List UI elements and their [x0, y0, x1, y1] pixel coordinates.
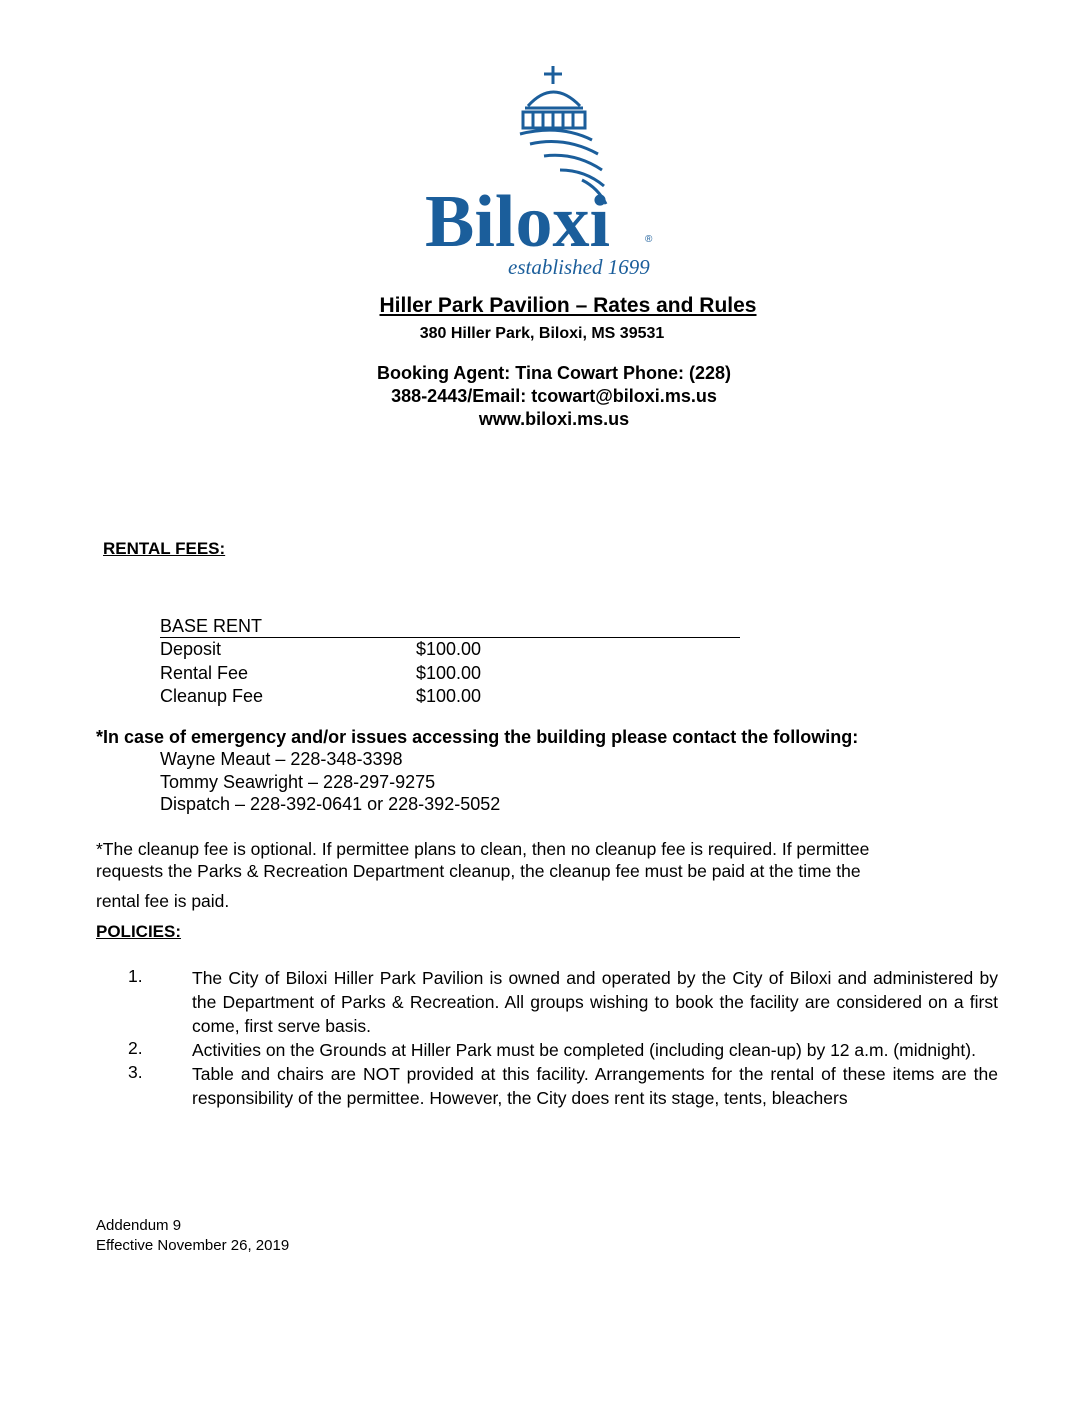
addendum-label: Addendum 9: [96, 1217, 182, 1234]
list-item: [128, 1062, 998, 1110]
logo-wordmark: Biloxi: [425, 181, 611, 263]
policies-heading: POLICIES:: [96, 922, 182, 941]
booking-agent-block: [0, 362, 1088, 431]
table-row: [160, 685, 740, 709]
fee-label: Rental Fee: [160, 662, 249, 683]
list-item: [128, 966, 998, 1038]
table-row: [160, 662, 740, 686]
contact-item: Wayne Meaut – 228-348-3398: [160, 749, 403, 769]
policy-number: 1.: [128, 966, 143, 986]
footer: [96, 1216, 289, 1256]
contact-item: Tommy Seawright – 228-297-9275: [160, 771, 436, 792]
lighthouse-dome-icon: [420, 62, 670, 282]
emergency-lead: *In case of emergency and/or issues accessing the building please contact the following:: [96, 727, 859, 747]
contact-item: Dispatch – 228-392-0641 or 228-392-5052: [160, 794, 501, 814]
fee-label: Cleanup Fee: [160, 686, 264, 706]
agent-line-1: Booking Agent: Tina Cowart Phone: (228): [376, 363, 731, 383]
website: www.biloxi.ms.us: [478, 409, 630, 429]
rental-fees-table: [160, 615, 740, 709]
table-row: [160, 638, 740, 662]
rental-fees-heading: RENTAL FEES:: [103, 539, 226, 558]
policy-number: 2.: [128, 1038, 143, 1058]
cleanup-note: [96, 838, 996, 912]
note-line: rental fee is paid.: [96, 891, 230, 911]
effective-date: Effective November 26, 2019: [96, 1237, 290, 1254]
fee-amount: $100.00: [416, 639, 482, 659]
list-item: [128, 1038, 998, 1062]
fee-amount: $100.00: [416, 662, 482, 683]
agent-line-2: 388-2443/Email: tcowart@biloxi.ms.us: [391, 386, 717, 406]
policy-text: The City of Biloxi Hiller Park Pavilion is owned and operated by the City of Biloxi and administered by the Department of Parks & Recreation. All groups wishing to book the facility are considered on a first come, first serve basis.: [192, 968, 998, 1036]
note-line: requests the Parks & Recreation Department cleanup, the cleanup fee must be paid at the time the: [96, 861, 861, 881]
note-line: *The cleanup fee is optional. If permittee plans to clean, then no cleanup fee is required. If permittee: [96, 839, 870, 859]
page-title: [0, 294, 1088, 318]
svg-text:®: ®: [645, 234, 653, 245]
policy-text: Activities on the Grounds at Hiller Park must be completed (including clean-up) by 12 a.m. (midnight).: [192, 1040, 976, 1060]
policy-text: Table and chairs are NOT provided at this facility. Arrangements for the rental of these items are the responsibility of the permittee. However, the City does rent its stage, tents, bleachers: [192, 1064, 998, 1108]
page-title-text: Hiller Park Pavilion – Rates and Rules: [379, 294, 757, 317]
emergency-contacts: [96, 726, 858, 816]
fee-label: Deposit: [160, 639, 222, 659]
address-text: 380 Hiller Park, Biloxi, MS 39531: [419, 325, 665, 342]
table-header: BASE RENT: [160, 615, 740, 638]
fee-amount: $100.00: [416, 686, 482, 706]
address: [0, 325, 1088, 343]
policy-number: 3.: [128, 1062, 143, 1082]
logo-tagline: established 1699: [508, 255, 650, 279]
biloxi-logo: [420, 62, 670, 282]
policies-list: [128, 966, 998, 1110]
